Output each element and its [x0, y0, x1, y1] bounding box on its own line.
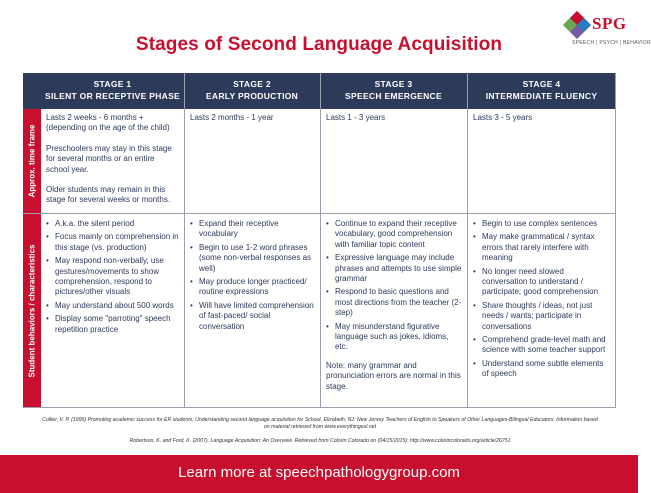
- divider: [615, 73, 616, 408]
- divider: [23, 407, 616, 408]
- list-item: • Understand some subtle elements of speech: [473, 359, 610, 380]
- list-item: • Focus mainly on comprehension in this stage (vs. production): [46, 232, 179, 253]
- stage-name: EARLY PRODUCTION: [205, 91, 299, 101]
- stage-1-header: [41, 73, 184, 109]
- footer-link[interactable]: Learn more at speechpathologygroup.com: [178, 464, 460, 481]
- stages-table: [23, 73, 616, 408]
- list-item: • Comprehend grade-level math and science with some teacher support: [473, 335, 610, 356]
- stage-name: SILENT OR RECEPTIVE PHASE: [44, 91, 181, 101]
- list-item: • A.k.a. the silent period: [46, 219, 179, 229]
- logo-subtitle: SPEECH | PSYCH | BEHAVIOR: [572, 40, 651, 46]
- list-item: • Begin to use 1-2 word phrases (some non-verbal responses as well): [190, 243, 315, 274]
- stage-number: STAGE 2: [233, 79, 271, 89]
- time-text: Older students may remain in this stage for several weeks or months.: [46, 185, 171, 205]
- divider: [23, 213, 616, 214]
- time-text: Lasts 3 - 5 years: [473, 113, 533, 122]
- logo-mark-icon: [562, 10, 592, 40]
- stage-name: INTERMEDIATE FLUENCY: [485, 91, 598, 101]
- stage-3-time-cell: [321, 110, 467, 213]
- time-text: Lasts 1 - 3 years: [326, 113, 386, 122]
- list-item: • Will have limited comprehension of fast-paced/ social conversation: [190, 301, 315, 332]
- stage-number: STAGE 1: [93, 79, 132, 89]
- logo-text: SPG: [592, 14, 627, 33]
- list-item: • No longer need slowed conversation to understand / participate; good comprehension: [473, 267, 610, 298]
- list-item: • May produce longer practiced/ routine expressions: [190, 277, 315, 298]
- list-item: • May misunderstand figurative language such as jokes, idioms, etc.: [326, 322, 462, 353]
- stage-3-behaviors-cell: [321, 216, 467, 406]
- footer-banner[interactable]: [0, 455, 638, 493]
- stage-4-header: [467, 73, 616, 109]
- stage-2-behaviors-cell: [185, 216, 320, 406]
- table-corner: [23, 73, 41, 109]
- stage-note: Note: many grammar and pronunciation errors are normal in this stage.: [326, 360, 461, 391]
- stage-number: STAGE 4: [522, 79, 561, 89]
- time-text: Preschoolers may stay in this stage for several months or an entire school year.: [46, 143, 172, 174]
- stage-name: SPEECH EMERGENCE: [345, 91, 442, 101]
- time-text: Lasts 2 weeks - 6 months + (depending on the age of the child): [46, 113, 170, 133]
- list-item: • Expressive language may include phrases and attempts to use simple grammar: [326, 253, 462, 284]
- list-item: • Begin to use complex sentences: [473, 219, 610, 229]
- stage-4-behaviors-cell: [468, 216, 615, 406]
- page-title: Stages of Second Language Acquisition: [135, 34, 503, 55]
- stage-4-time-cell: [468, 110, 615, 213]
- list-item: • May understand about 500 words: [46, 301, 179, 311]
- list-item: • Expand their receptive vocabulary: [190, 219, 315, 240]
- time-text: Lasts 2 months - 1 year: [190, 113, 274, 122]
- stage-2-time-cell: [185, 110, 320, 213]
- stage-3-header: [320, 73, 467, 109]
- citation: Collier, V. P. (1995) Promoting academic success for ER students. Understanding second language acquisition for School. Elizabeth, NJ: New Jersey Teachers of English to Speakers of Other Languages-Bilingual Educators. Information based on material retrieved from www.everythingesl.net: [42, 417, 598, 430]
- list-item: • May make grammatical / syntax errors that rarely interfere with meaning: [473, 232, 610, 263]
- row-label-time-frame: Approx. time frame: [23, 109, 41, 213]
- stage-number: STAGE 3: [374, 79, 413, 89]
- list-item: • May respond non-verbally, use gestures/movements to show comprehension, respond to pictures/other visuals: [46, 256, 179, 298]
- stage-2-header: [184, 73, 320, 109]
- list-item: • Respond to basic questions and most directions from the teacher (2-step): [326, 287, 462, 318]
- stage-1-time-cell: [41, 110, 184, 213]
- list-item: • Share thoughts / ideas, not just needs / wants; participate in conversations: [473, 301, 610, 332]
- list-item: • Display some "parroting" speech repetition practice: [46, 314, 179, 335]
- spg-logo: [562, 10, 651, 50]
- stage-1-behaviors-cell: [41, 216, 184, 406]
- citation: Robertson, K. and Ford, K. (2007). Language Acquisition: An Overview. Retrieved from Colorin Colorado on (04/15/2015): http://www.colorincolorado.org/article/26751: [129, 438, 511, 444]
- row-label-behaviors: Student behaviors / characteristics: [23, 214, 41, 408]
- list-item: • Continue to expand their receptive vocabulary, good comprehension with familiar topic content: [326, 219, 462, 250]
